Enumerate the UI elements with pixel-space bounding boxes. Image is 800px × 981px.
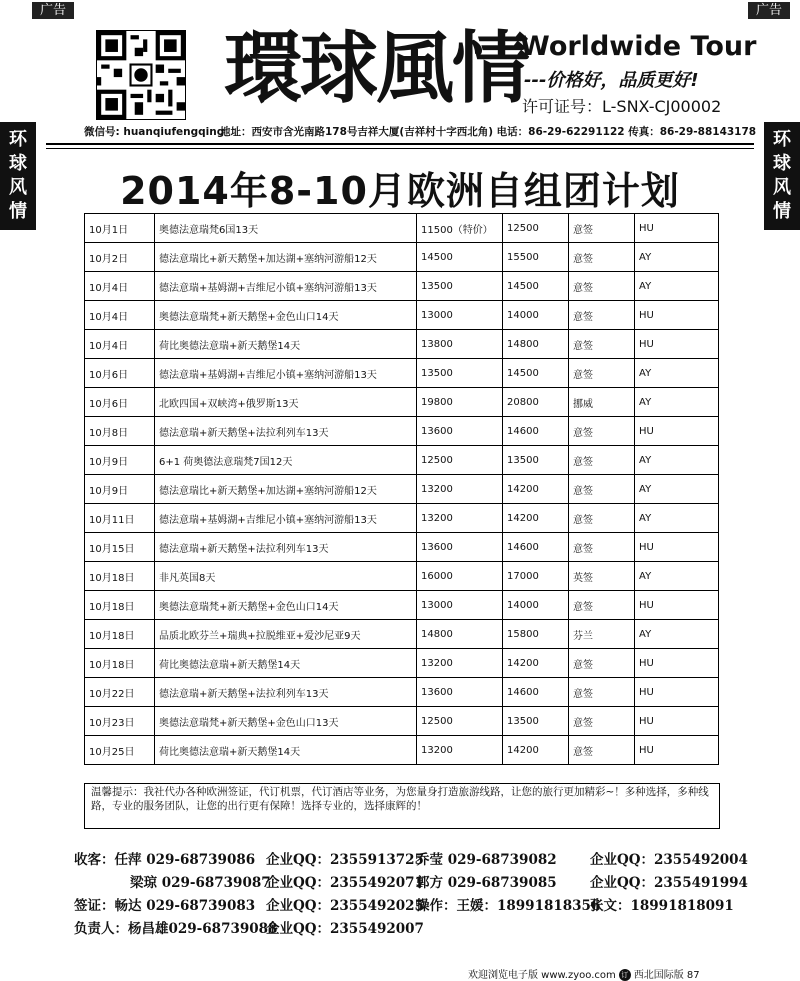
tour-airline: AY (635, 359, 719, 388)
zyoo-badge-icon: 订 (619, 969, 631, 981)
tour-airline: HU (635, 330, 719, 359)
tour-price: 13000 (417, 591, 503, 620)
table-row (85, 446, 719, 475)
tour-airline: AY (635, 475, 719, 504)
tour-visa: 意签 (569, 330, 635, 359)
tour-price-alt: 12500 (503, 214, 569, 243)
tour-price: 13800 (417, 330, 503, 359)
tour-visa: 英签 (569, 562, 635, 591)
table-row (85, 533, 719, 562)
tour-price-alt: 14200 (503, 504, 569, 533)
tour-visa: 意签 (569, 243, 635, 272)
table-row (85, 475, 719, 504)
tour-route: 荷比奥德法意瑞+新天鹅堡14天 (155, 736, 417, 765)
tour-price-alt: 13500 (503, 707, 569, 736)
tour-airline: AY (635, 243, 719, 272)
tour-price: 13200 (417, 475, 503, 504)
contact-qq: 企业QQ：2355913725 (266, 852, 424, 868)
tour-date: 10月25日 (85, 736, 155, 765)
contact-name: 签证：畅达 029-68739083 (74, 898, 256, 914)
contact-qq: 企业QQ：2355492004 (590, 852, 748, 868)
ad-tag-right: 广告 (748, 2, 790, 19)
tour-date: 10月6日 (85, 388, 155, 417)
table-row (85, 707, 719, 736)
tour-price: 19800 (417, 388, 503, 417)
tour-date: 10月1日 (85, 214, 155, 243)
tour-date: 10月9日 (85, 475, 155, 504)
contact-name: 负责人：杨昌雄029-68739088 (74, 921, 278, 937)
tour-route: 荷比奥德法意瑞+新天鹅堡14天 (155, 649, 417, 678)
contact-qq: 企业QQ：2355491994 (590, 875, 748, 891)
tour-price: 13200 (417, 736, 503, 765)
table-row (85, 620, 719, 649)
table-row (85, 214, 719, 243)
tour-price-alt: 13500 (503, 446, 569, 475)
tour-visa: 意签 (569, 649, 635, 678)
tour-visa: 芬兰 (569, 620, 635, 649)
tour-price-alt: 14000 (503, 591, 569, 620)
tour-airline: HU (635, 591, 719, 620)
tour-airline: HU (635, 707, 719, 736)
contact-name: 梁琼 029-68739087 (130, 875, 271, 891)
contact-qq: 企业QQ：2355492071 (266, 875, 424, 891)
qr-code-icon (96, 30, 186, 120)
tour-route: 德法意瑞+基姆湖+吉维尼小镇+塞纳河游船13天 (155, 359, 417, 388)
tour-price-alt: 14500 (503, 272, 569, 301)
tour-airline: AY (635, 562, 719, 591)
contact-name: 张文：18991818091 (590, 898, 734, 914)
tour-price-alt: 20800 (503, 388, 569, 417)
contact-qq: 企业QQ：2355492025 (266, 898, 424, 914)
tour-visa: 意签 (569, 707, 635, 736)
tour-price: 12500 (417, 707, 503, 736)
table-row (85, 504, 719, 533)
tour-price: 13000 (417, 301, 503, 330)
tour-price: 13200 (417, 649, 503, 678)
tour-visa: 意签 (569, 446, 635, 475)
tour-visa: 意签 (569, 417, 635, 446)
tour-price-alt: 14600 (503, 533, 569, 562)
brand-english-name: Worldwide Tour (520, 31, 757, 62)
tour-price-alt: 17000 (503, 562, 569, 591)
tour-price: 13600 (417, 417, 503, 446)
table-row (85, 243, 719, 272)
tour-date: 10月15日 (85, 533, 155, 562)
tour-route: 德法意瑞+新天鹅堡+法拉利列车13天 (155, 417, 417, 446)
tour-schedule-table (84, 213, 719, 765)
tour-airline: HU (635, 214, 719, 243)
tour-airline: AY (635, 620, 719, 649)
tour-price: 14500 (417, 243, 503, 272)
tour-airline: AY (635, 388, 719, 417)
tour-airline: HU (635, 417, 719, 446)
divider (46, 148, 754, 149)
tour-price-alt: 15500 (503, 243, 569, 272)
license-number: 许可证号：L-SNX-CJ00002 (522, 97, 722, 116)
tour-date: 10月18日 (85, 649, 155, 678)
tour-price: 13500 (417, 359, 503, 388)
tour-price-alt: 14600 (503, 417, 569, 446)
tour-price: 13600 (417, 533, 503, 562)
tour-route: 北欧四国+双峡湾+俄罗斯13天 (155, 388, 417, 417)
tour-route: 德法意瑞+基姆湖+吉维尼小镇+塞纳河游船13天 (155, 504, 417, 533)
tour-visa: 意签 (569, 214, 635, 243)
wechat-id: 微信号: huanqiufengqing (84, 126, 225, 138)
tour-price-alt: 14600 (503, 678, 569, 707)
tour-route: 奥德法意瑞梵6国13天 (155, 214, 417, 243)
tour-visa: 挪威 (569, 388, 635, 417)
tour-price-alt: 14200 (503, 649, 569, 678)
tour-date: 10月4日 (85, 272, 155, 301)
contact-qq: 企业QQ：2355492007 (266, 921, 424, 937)
tour-date: 10月2日 (85, 243, 155, 272)
tour-airline: AY (635, 272, 719, 301)
contact-name: 收客：任萍 029-68739086 (74, 852, 256, 868)
tour-route: 6+1 荷奥德法意瑞梵7国12天 (155, 446, 417, 475)
tour-date: 10月23日 (85, 707, 155, 736)
tour-route: 荷比奥德法意瑞+新天鹅堡14天 (155, 330, 417, 359)
address-line: 地址：西安市含光南路178号吉祥大厦(吉祥村十字西北角) 电话：86-29-62291122 传真：86-29-88143178 (220, 126, 757, 138)
tour-price-alt: 14800 (503, 330, 569, 359)
table-row (85, 649, 719, 678)
tour-price: 13600 (417, 678, 503, 707)
table-row (85, 272, 719, 301)
tour-price: 12500 (417, 446, 503, 475)
tour-price: 14800 (417, 620, 503, 649)
tour-airline: HU (635, 649, 719, 678)
tour-visa: 意签 (569, 736, 635, 765)
tour-visa: 意签 (569, 504, 635, 533)
table-row (85, 417, 719, 446)
tour-visa: 意签 (569, 359, 635, 388)
contact-name: 郭方 029-68739085 (416, 875, 557, 891)
tour-visa: 意签 (569, 678, 635, 707)
divider (46, 143, 754, 145)
tour-date: 10月11日 (85, 504, 155, 533)
side-label-right: 环 球 风 情 (764, 122, 800, 230)
tour-route: 奥德法意瑞梵+新天鹅堡+金色山口14天 (155, 301, 417, 330)
tour-price-alt: 15800 (503, 620, 569, 649)
tour-date: 10月18日 (85, 562, 155, 591)
contact-name: 乔莹 029-68739082 (416, 852, 557, 868)
tour-date: 10月18日 (85, 591, 155, 620)
tour-visa: 意签 (569, 272, 635, 301)
tour-price: 16000 (417, 562, 503, 591)
footer-edition: 西北国际版 87 (633, 970, 700, 981)
tour-price-alt: 14200 (503, 736, 569, 765)
tour-route: 德法意瑞比+新天鹅堡+加达湖+塞纳河游船12天 (155, 475, 417, 504)
table-row (85, 359, 719, 388)
tour-price-alt: 14500 (503, 359, 569, 388)
tour-route: 奥德法意瑞梵+新天鹅堡+金色山口13天 (155, 707, 417, 736)
tour-route: 德法意瑞+基姆湖+吉维尼小镇+塞纳河游船13天 (155, 272, 417, 301)
brand-logo: 環球風情 (224, 23, 529, 114)
page-title: 2014年8-10月欧洲自组团计划 (120, 169, 680, 213)
tour-price: 11500（特价） (417, 214, 503, 243)
tour-airline: HU (635, 678, 719, 707)
tour-price-alt: 14200 (503, 475, 569, 504)
tour-date: 10月4日 (85, 301, 155, 330)
tour-visa: 意签 (569, 591, 635, 620)
tour-route: 德法意瑞比+新天鹅堡+加达湖+塞纳河游船12天 (155, 243, 417, 272)
tour-date: 10月9日 (85, 446, 155, 475)
tour-price: 13200 (417, 504, 503, 533)
tour-price: 13500 (417, 272, 503, 301)
table-row (85, 301, 719, 330)
tour-visa: 意签 (569, 301, 635, 330)
table-row (85, 736, 719, 765)
tour-date: 10月4日 (85, 330, 155, 359)
tour-price-alt: 14000 (503, 301, 569, 330)
ad-tag-left: 广告 (32, 2, 74, 19)
tour-airline: HU (635, 533, 719, 562)
tour-date: 10月18日 (85, 620, 155, 649)
table-row (85, 388, 719, 417)
brand-slogan: ---价格好，品质更好! (524, 70, 699, 91)
notice-box: 温馨提示：我社代办各种欧洲签证，代订机票，代订酒店等业务，为您量身打造旅游线路，让您的旅行更加精彩~！多种选择，多种线路，专业的服务团队，让您的出行更有保障！选择专业的，选择康辉的！ (84, 783, 720, 829)
tour-airline: HU (635, 301, 719, 330)
table-row (85, 591, 719, 620)
tour-route: 德法意瑞+新天鹅堡+法拉利列车13天 (155, 678, 417, 707)
tour-route: 品质北欧芬兰+瑞典+拉脱维亚+爱沙尼亚9天 (155, 620, 417, 649)
tour-route: 德法意瑞+新天鹅堡+法拉利列车13天 (155, 533, 417, 562)
tour-visa: 意签 (569, 533, 635, 562)
page-footer (468, 966, 700, 981)
tour-route: 奥德法意瑞梵+新天鹅堡+金色山口14天 (155, 591, 417, 620)
table-row (85, 678, 719, 707)
tour-airline: HU (635, 736, 719, 765)
tour-route: 非凡英国8天 (155, 562, 417, 591)
contact-name: 操作：王媛：18991818356 (416, 898, 601, 914)
table-row (85, 330, 719, 359)
tour-visa: 意签 (569, 475, 635, 504)
tour-airline: AY (635, 504, 719, 533)
side-label-left: 环 球 风 情 (0, 122, 36, 230)
tour-airline: AY (635, 446, 719, 475)
tour-date: 10月8日 (85, 417, 155, 446)
footer-text: 欢迎浏览电子版 www.zyoo.com (468, 970, 616, 981)
tour-date: 10月6日 (85, 359, 155, 388)
table-row (85, 562, 719, 591)
tour-date: 10月22日 (85, 678, 155, 707)
